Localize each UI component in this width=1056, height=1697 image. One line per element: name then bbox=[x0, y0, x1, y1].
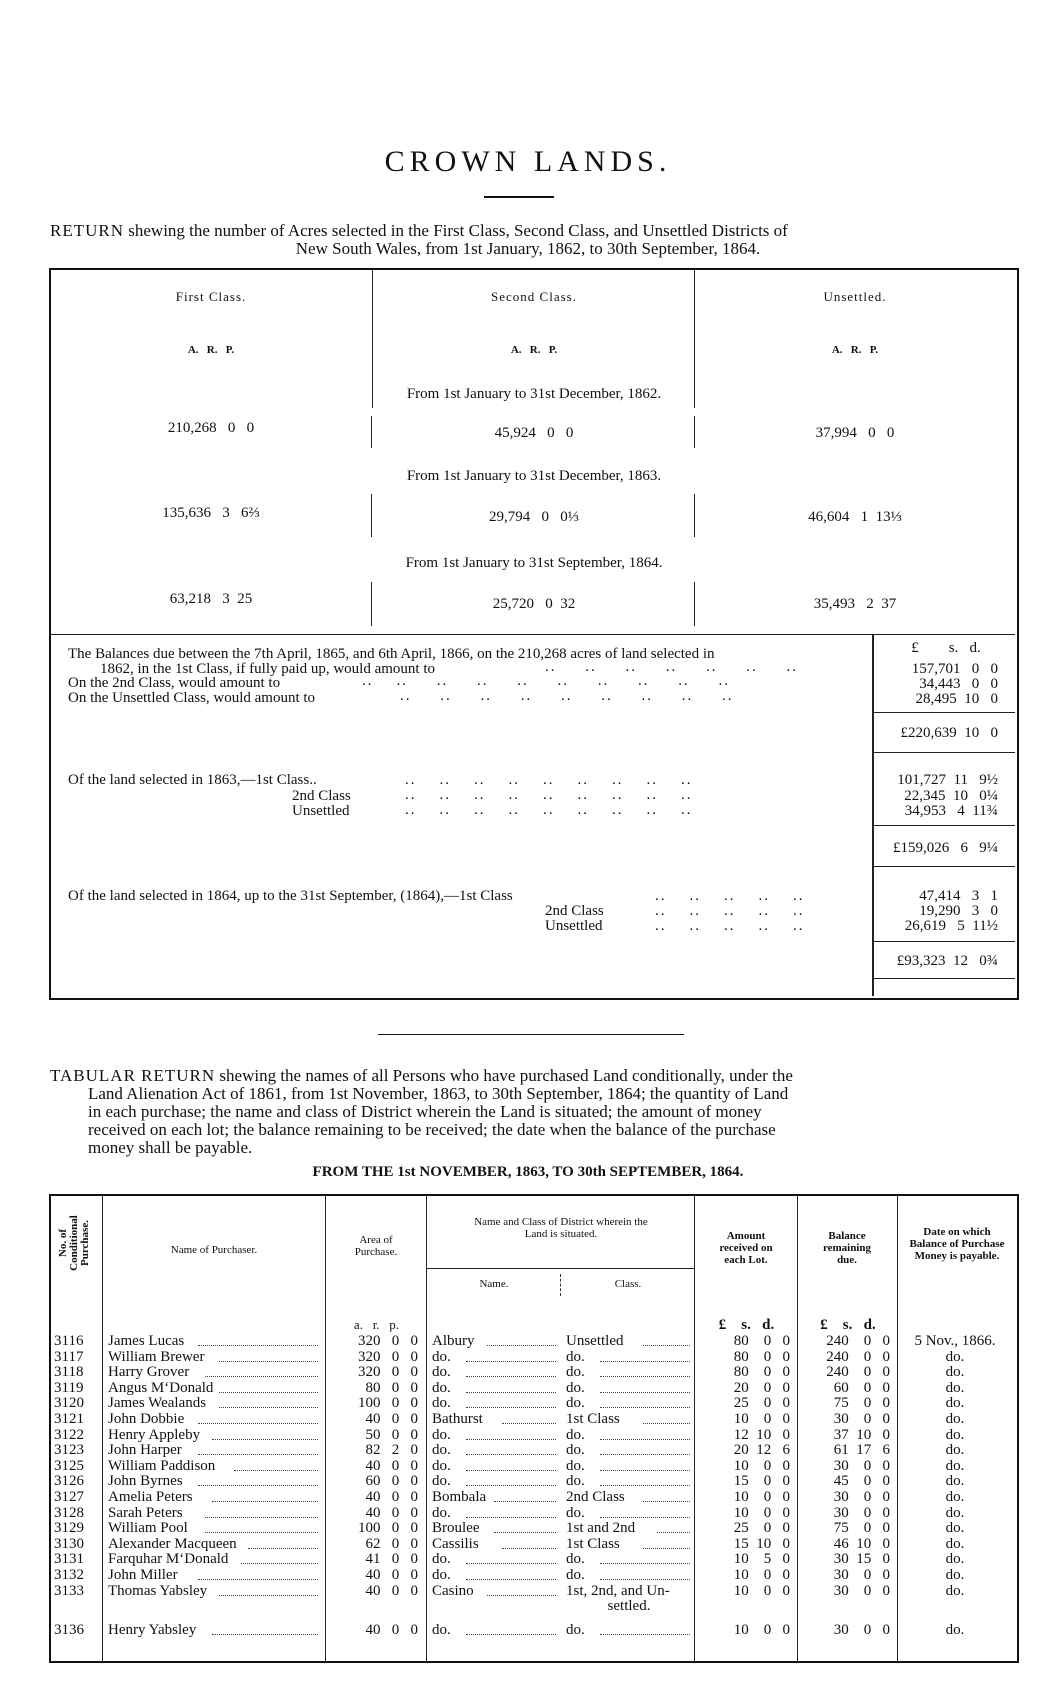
col-header-district-class: Class. bbox=[614, 1278, 642, 1290]
row-district-name: Broulee bbox=[432, 1520, 480, 1537]
balances-intro-2: 1862, in the 1st Class, if fully paid up, would amount to bbox=[100, 661, 435, 677]
row-district-name: Bombala bbox=[432, 1489, 487, 1505]
total-1863: £159,026 6 9¼ bbox=[893, 840, 998, 856]
row-no: 3121 bbox=[54, 1411, 84, 1427]
units-unsettled: A. R. P. bbox=[831, 344, 879, 356]
tabular-label: TABULAR RETURN bbox=[50, 1066, 216, 1085]
return-label: RETURN bbox=[50, 221, 124, 240]
row-area: 50 0 0 bbox=[365, 1426, 418, 1443]
row-name: William Brewer bbox=[108, 1348, 205, 1365]
leader-dots bbox=[466, 1352, 556, 1362]
leader-dots bbox=[487, 1586, 556, 1596]
leader-dots bbox=[466, 1554, 556, 1564]
row-area: 320 0 0 bbox=[358, 1364, 418, 1381]
label-1864-second: 2nd Class bbox=[545, 903, 604, 919]
leader-dots bbox=[466, 1445, 556, 1455]
row-balance: 30 0 0 bbox=[833, 1457, 890, 1474]
row-date: do. bbox=[945, 1621, 965, 1638]
row-no: 3122 bbox=[54, 1426, 84, 1443]
subtotal-rule bbox=[874, 712, 1015, 713]
label-1863-second: 2nd Class bbox=[292, 788, 351, 804]
row-name: James Lucas bbox=[108, 1333, 185, 1349]
row-amount: 80 0 0 bbox=[733, 1348, 790, 1365]
row-date: 5 Nov., 1866. bbox=[914, 1333, 996, 1349]
row-district-name: do. bbox=[432, 1504, 451, 1521]
leader-dots bbox=[643, 1492, 690, 1502]
leader-dots: .. .. .. .. .. .. .. .. .. bbox=[405, 802, 693, 818]
label-1863-first: Of the land selected in 1863,—1st Class.. bbox=[68, 772, 317, 788]
row-amount: 25 0 0 bbox=[733, 1520, 790, 1537]
return-intro-line2: New South Wales, from 1st January, 1862, to 30th September, 1864. bbox=[295, 239, 761, 258]
row-date: do. bbox=[945, 1567, 965, 1583]
balances-uns: On the Unsettled Class, would amount to bbox=[68, 690, 316, 706]
row-name: Sarah Peters bbox=[108, 1504, 183, 1521]
row-district-name: do. bbox=[432, 1442, 451, 1459]
row-balance: 30 0 0 bbox=[833, 1411, 890, 1427]
row-no: 3116 bbox=[54, 1333, 84, 1349]
row-area: 41 0 0 bbox=[365, 1551, 418, 1568]
col-header-date: Date on which Balance of Purchase Money is payable. bbox=[909, 1226, 1005, 1262]
row-date: do. bbox=[945, 1395, 965, 1412]
leader-dots bbox=[234, 1461, 318, 1471]
row-date: do. bbox=[945, 1489, 965, 1505]
row-district-class: do. bbox=[566, 1442, 585, 1459]
row-no: 3125 bbox=[54, 1457, 84, 1474]
period-1864-label: From 1st January to 31st September, 1864. bbox=[405, 555, 663, 571]
row-district-class: Unsettled bbox=[566, 1333, 624, 1349]
row-area: 80 0 0 bbox=[365, 1379, 418, 1396]
row-balance: 75 0 0 bbox=[833, 1395, 890, 1412]
return-intro-line1 bbox=[50, 222, 1020, 240]
leader-dots bbox=[643, 1414, 690, 1424]
row-district-class: 1st, 2nd, and Un- bbox=[566, 1582, 670, 1599]
tabular-from-line: FROM THE 1st NOVEMBER, 1863, TO 30th SEPTEMBER, 1864. bbox=[312, 1164, 744, 1180]
col-header-name: Name of Purchaser. bbox=[170, 1244, 258, 1256]
leader-dots: .. .. .. .. .. .. .. .. .. .. bbox=[362, 673, 730, 689]
leader-dots bbox=[205, 1367, 318, 1377]
row-date: do. bbox=[945, 1535, 965, 1552]
leader-dots bbox=[494, 1523, 556, 1533]
row-area: 40 0 0 bbox=[365, 1411, 418, 1427]
leader-dots bbox=[600, 1383, 690, 1393]
row-no: 3130 bbox=[54, 1535, 84, 1552]
leader-dots bbox=[198, 1414, 318, 1424]
row-balance: 60 0 0 bbox=[833, 1379, 890, 1396]
row-district-name: do. bbox=[432, 1457, 451, 1474]
row-district-class: do. bbox=[566, 1504, 585, 1521]
row-amount: 10 0 0 bbox=[733, 1489, 790, 1505]
row-district-class: do. bbox=[566, 1551, 585, 1568]
row-balance: 240 0 0 bbox=[826, 1333, 890, 1349]
row-area: 40 0 0 bbox=[365, 1567, 418, 1583]
row-district-name: do. bbox=[432, 1395, 451, 1412]
leader-dots bbox=[205, 1523, 318, 1533]
leader-dots bbox=[600, 1554, 690, 1564]
row-balance: 240 0 0 bbox=[826, 1348, 890, 1365]
leader-dots: .. .. .. .. .. bbox=[655, 918, 805, 934]
subtotal-rule bbox=[874, 978, 1015, 979]
row-name: Alexander Macqueen bbox=[108, 1535, 237, 1552]
row-no: 3133 bbox=[54, 1582, 84, 1599]
col-header-area: Area of Purchase. bbox=[354, 1234, 398, 1258]
row-date: do. bbox=[945, 1348, 965, 1365]
leader-dots bbox=[600, 1430, 690, 1440]
row-name: Amelia Peters bbox=[108, 1489, 193, 1505]
divider-c1 bbox=[371, 582, 372, 626]
leader-dots bbox=[198, 1445, 318, 1455]
row-area: 320 0 0 bbox=[358, 1333, 418, 1349]
v1864-first: 47,414 3 1 bbox=[919, 888, 998, 904]
row-date: do. bbox=[945, 1379, 965, 1396]
row-date: do. bbox=[945, 1364, 965, 1381]
row-date: do. bbox=[945, 1504, 965, 1521]
leader-dots: .. .. .. .. .. .. .. .. .. bbox=[405, 787, 693, 803]
leader-dots bbox=[600, 1508, 690, 1518]
leader-dots bbox=[212, 1492, 318, 1502]
period-1864-second: 25,720 0 32 bbox=[492, 596, 576, 612]
row-date: do. bbox=[945, 1442, 965, 1459]
period-1863-second: 29,794 0 0⅓ bbox=[489, 509, 579, 525]
row-balance: 46 10 0 bbox=[833, 1535, 890, 1552]
row-district-class: do. bbox=[566, 1621, 585, 1638]
row-district-class: 2nd Class bbox=[566, 1489, 625, 1505]
subtotal-rule bbox=[874, 825, 1015, 826]
row-balance: 240 0 0 bbox=[826, 1364, 890, 1381]
title-rule bbox=[484, 196, 554, 198]
row-amount: 20 12 6 bbox=[733, 1442, 790, 1459]
leader-dots bbox=[502, 1539, 556, 1549]
row-district-class-cont: settled. bbox=[607, 1598, 651, 1615]
row-district-name: do. bbox=[432, 1426, 451, 1443]
leader-dots bbox=[466, 1570, 556, 1580]
leader-dots bbox=[502, 1414, 556, 1424]
row-name: Farquhar M‘Donald bbox=[108, 1551, 229, 1568]
row-area: 40 0 0 bbox=[365, 1457, 418, 1474]
col-header-district-name: Name. bbox=[479, 1278, 509, 1290]
row-area: 40 0 0 bbox=[365, 1582, 418, 1599]
period-1864-first: 63,218 3 25 bbox=[169, 591, 253, 607]
leader-dots bbox=[198, 1570, 318, 1580]
row-area: 60 0 0 bbox=[365, 1473, 418, 1490]
row-district-class: do. bbox=[566, 1567, 585, 1583]
row-area: 320 0 0 bbox=[358, 1348, 418, 1365]
v1863-first: 101,727 11 9½ bbox=[897, 772, 998, 788]
row-balance: 30 0 0 bbox=[833, 1582, 890, 1599]
row-no: 3131 bbox=[54, 1551, 84, 1568]
divider-b2 bbox=[694, 494, 695, 537]
currency-header: £ s. d. bbox=[911, 640, 981, 656]
leader-dots bbox=[466, 1625, 556, 1635]
row-name: Angus M‘Donald bbox=[108, 1379, 214, 1396]
row-date: do. bbox=[945, 1457, 965, 1474]
leader-dots bbox=[600, 1367, 690, 1377]
col-rule bbox=[325, 1196, 326, 1661]
row-amount: 10 0 0 bbox=[733, 1621, 790, 1638]
page-title: CROWN LANDS. bbox=[384, 145, 672, 178]
leader-dots bbox=[219, 1586, 318, 1596]
row-no: 3127 bbox=[54, 1489, 84, 1505]
row-area: 40 0 0 bbox=[365, 1504, 418, 1521]
row-balance: 37 10 0 bbox=[833, 1426, 890, 1443]
col-divider-1 bbox=[372, 270, 373, 408]
v1863-unsettled: 34,953 4 11¾ bbox=[904, 803, 998, 819]
row-amount: 80 0 0 bbox=[733, 1364, 790, 1381]
balances-top-rule bbox=[51, 634, 1015, 635]
row-date: do. bbox=[945, 1411, 965, 1427]
row-date: do. bbox=[945, 1426, 965, 1443]
row-amount: 10 0 0 bbox=[733, 1567, 790, 1583]
period-1862-second: 45,924 0 0 bbox=[494, 425, 574, 441]
row-name: John Miller bbox=[108, 1567, 178, 1583]
row-amount: 10 0 0 bbox=[733, 1504, 790, 1521]
leader-dots bbox=[600, 1445, 690, 1455]
header-second-class: Second Class. bbox=[491, 289, 577, 304]
row-name: James Wealands bbox=[108, 1395, 207, 1412]
row-balance: 45 0 0 bbox=[833, 1473, 890, 1490]
row-name: John Byrnes bbox=[108, 1473, 183, 1490]
v1864-second: 19,290 3 0 bbox=[919, 903, 998, 919]
row-area: 82 2 0 bbox=[365, 1442, 418, 1459]
divider-b1 bbox=[371, 494, 372, 537]
row-no: 3129 bbox=[54, 1520, 84, 1537]
row-balance: 75 0 0 bbox=[833, 1520, 890, 1537]
leader-dots bbox=[219, 1383, 318, 1393]
row-balance: 61 17 6 bbox=[833, 1442, 890, 1459]
row-amount: 10 0 0 bbox=[733, 1582, 790, 1599]
col-rule bbox=[897, 1196, 898, 1661]
col-header-district: Name and Class of District wherein the Land is situated. bbox=[474, 1216, 648, 1240]
period-1862-label: From 1st January to 31st December, 1862. bbox=[406, 386, 662, 402]
v1862-second: 34,443 0 0 bbox=[919, 676, 998, 692]
row-amount: 10 5 0 bbox=[733, 1551, 790, 1568]
leader-dots bbox=[205, 1508, 318, 1518]
v1862-unsettled: 28,495 10 0 bbox=[915, 691, 998, 707]
row-district-name: Albury bbox=[432, 1333, 475, 1349]
row-balance: 30 0 0 bbox=[833, 1567, 890, 1583]
row-amount: 10 0 0 bbox=[733, 1411, 790, 1427]
section-separator bbox=[378, 1034, 684, 1035]
row-district-class: do. bbox=[566, 1395, 585, 1412]
units-area: a. r. p. bbox=[353, 1317, 400, 1332]
row-district-name: do. bbox=[432, 1567, 451, 1583]
row-amount: 15 0 0 bbox=[733, 1473, 790, 1490]
col-header-balance: Balance remaining due. bbox=[822, 1230, 872, 1266]
row-area: 100 0 0 bbox=[358, 1395, 418, 1412]
row-no: 3117 bbox=[54, 1348, 84, 1365]
row-amount: 20 0 0 bbox=[733, 1379, 790, 1396]
v1863-second: 22,345 10 0¼ bbox=[904, 788, 998, 804]
row-amount: 10 0 0 bbox=[733, 1457, 790, 1474]
row-district-name: do. bbox=[432, 1621, 451, 1638]
leader-dots bbox=[466, 1430, 556, 1440]
leader-dots: .. .. .. .. .. .. .. bbox=[545, 659, 798, 675]
divider-a1 bbox=[371, 416, 372, 448]
leader-dots bbox=[212, 1430, 318, 1440]
label-1863-unsettled: Unsettled bbox=[292, 803, 350, 819]
period-1863-first: 135,636 3 6⅔ bbox=[162, 505, 260, 521]
row-district-class: 1st Class bbox=[566, 1535, 620, 1552]
row-district-name: do. bbox=[432, 1551, 451, 1568]
leader-dots bbox=[600, 1570, 690, 1580]
period-1864-unsettled: 35,493 2 37 bbox=[813, 596, 897, 612]
col-rule bbox=[797, 1196, 798, 1661]
leader-dots bbox=[494, 1492, 556, 1502]
district-subheader-rule bbox=[426, 1268, 694, 1269]
leader-dots bbox=[487, 1336, 556, 1346]
v1862-first: 157,701 0 0 bbox=[911, 661, 998, 677]
leader-dots bbox=[198, 1336, 318, 1346]
row-name: Thomas Yabsley bbox=[108, 1582, 208, 1599]
leader-dots bbox=[466, 1398, 556, 1408]
row-no: 3128 bbox=[54, 1504, 84, 1521]
leader-dots: .. .. .. .. .. bbox=[655, 903, 805, 919]
row-amount: 80 0 0 bbox=[733, 1333, 790, 1349]
row-area: 40 0 0 bbox=[365, 1621, 418, 1638]
tabular-intro-line2: Land Alienation Act of 1861, from 1st November, 1863, to 30th September, 1864; the quantity of Land bbox=[88, 1084, 789, 1103]
total-1862: £220,639 10 0 bbox=[900, 725, 998, 741]
col-rule bbox=[694, 1196, 695, 1661]
row-district-name: do. bbox=[432, 1473, 451, 1490]
units-first: A. R. P. bbox=[187, 344, 235, 356]
leader-dots bbox=[643, 1539, 690, 1549]
divider-a2 bbox=[694, 416, 695, 448]
divider-c2 bbox=[694, 582, 695, 626]
row-district-class: 1st Class bbox=[566, 1411, 620, 1427]
row-name: Harry Grover bbox=[108, 1364, 190, 1381]
row-no: 3136 bbox=[54, 1621, 84, 1638]
total-1864: £93,323 12 0¾ bbox=[896, 953, 998, 969]
col-rule bbox=[102, 1196, 103, 1661]
leader-dots bbox=[219, 1398, 318, 1408]
leader-dots: .. .. .. .. .. bbox=[655, 888, 805, 904]
row-amount: 15 10 0 bbox=[733, 1535, 790, 1552]
row-date: do. bbox=[945, 1551, 965, 1568]
row-area: 100 0 0 bbox=[358, 1520, 418, 1537]
balances-intro-1: The Balances due between the 7th April, 1865, and 6th April, 1866, on the 210,268 acres of land selected in bbox=[68, 646, 715, 662]
row-district-class: do. bbox=[566, 1364, 585, 1381]
row-area: 62 0 0 bbox=[365, 1535, 418, 1552]
row-name: Henry Appleby bbox=[108, 1426, 201, 1443]
header-unsettled: Unsettled. bbox=[823, 289, 887, 304]
row-name: William Pool bbox=[108, 1520, 188, 1537]
period-1863-label: From 1st January to 31st December, 1863. bbox=[406, 468, 662, 484]
row-no: 3126 bbox=[54, 1473, 84, 1490]
row-no: 3119 bbox=[54, 1379, 84, 1396]
tabular-intro-line4: received on each lot; the balance remaining to be received; the date when the balance of the purchase bbox=[88, 1120, 776, 1139]
col-header-amount: Amount received on each Lot. bbox=[719, 1230, 773, 1266]
row-district-class: do. bbox=[566, 1457, 585, 1474]
row-amount: 12 10 0 bbox=[733, 1426, 790, 1443]
row-balance: 30 0 0 bbox=[833, 1504, 890, 1521]
row-district-name: Bathurst bbox=[432, 1411, 483, 1427]
row-name: William Paddison bbox=[108, 1457, 216, 1474]
row-date: do. bbox=[945, 1473, 965, 1490]
row-district-name: Cassilis bbox=[432, 1535, 479, 1552]
leader-dots: .. .. .. .. .. .. .. .. .. bbox=[400, 688, 734, 704]
leader-dots bbox=[219, 1352, 318, 1362]
row-district-class: do. bbox=[566, 1473, 585, 1490]
row-no: 3120 bbox=[54, 1395, 84, 1412]
row-no: 3132 bbox=[54, 1567, 84, 1583]
row-area: 40 0 0 bbox=[365, 1489, 418, 1505]
row-district-class: do. bbox=[566, 1426, 585, 1443]
row-district-name: do. bbox=[432, 1364, 451, 1381]
leader-dots bbox=[657, 1523, 690, 1533]
row-name: John Harper bbox=[108, 1442, 182, 1459]
leader-dots bbox=[600, 1352, 690, 1362]
tabular-intro-line5: money shall be payable. bbox=[88, 1138, 253, 1157]
leader-dots bbox=[466, 1461, 556, 1471]
row-district-class: 1st and 2nd bbox=[566, 1520, 636, 1537]
row-date: do. bbox=[945, 1582, 965, 1599]
leader-dots bbox=[466, 1476, 556, 1486]
leader-dots bbox=[466, 1383, 556, 1393]
row-district-name: do. bbox=[432, 1379, 451, 1396]
leader-dots bbox=[643, 1336, 690, 1346]
label-1864-first: Of the land selected in 1864, up to the 31st September, (1864),—1st Class bbox=[68, 888, 513, 904]
col-rule bbox=[426, 1196, 427, 1661]
row-name: Henry Yabsley bbox=[108, 1621, 197, 1638]
leader-dots bbox=[241, 1554, 318, 1564]
tabular-text-1: shewing the names of all Persons who have purchased Land conditionally, under the bbox=[219, 1066, 793, 1085]
units-second: A. R. P. bbox=[510, 344, 558, 356]
row-date: do. bbox=[945, 1520, 965, 1537]
row-district-class: do. bbox=[566, 1348, 585, 1365]
label-1864-unsettled: Unsettled bbox=[545, 918, 603, 934]
period-1862-unsettled: 37,994 0 0 bbox=[815, 425, 895, 441]
leader-dots bbox=[198, 1476, 318, 1486]
leader-dots bbox=[600, 1461, 690, 1471]
tabular-intro-line3: in each purchase; the name and class of District wherein the Land is situated; the amount of money bbox=[88, 1102, 762, 1121]
subtotal-rule bbox=[874, 941, 1015, 942]
row-balance: 30 0 0 bbox=[833, 1621, 890, 1638]
row-balance: 30 15 0 bbox=[833, 1551, 890, 1568]
leader-dots bbox=[212, 1625, 318, 1635]
row-no: 3118 bbox=[54, 1364, 84, 1381]
tabular-intro-line1 bbox=[50, 1067, 1020, 1085]
period-1862-first: 210,268 0 0 bbox=[167, 420, 255, 436]
v1864-unsettled: 26,619 5 11½ bbox=[904, 918, 998, 934]
col-divider-2 bbox=[694, 270, 695, 408]
balances-2nd: On the 2nd Class, would amount to bbox=[68, 675, 281, 691]
units-amount: £ s. d. bbox=[718, 1317, 775, 1333]
leader-dots bbox=[600, 1476, 690, 1486]
col-header-no: No. of Conditional Purchase. bbox=[57, 1215, 91, 1271]
subtotal-rule bbox=[874, 752, 1015, 753]
units-balance: £ s. d. bbox=[820, 1317, 876, 1333]
row-district-name: Casino bbox=[432, 1582, 474, 1599]
leader-dots: .. .. .. .. .. .. .. .. .. bbox=[405, 772, 693, 788]
row-name: John Dobbie bbox=[108, 1411, 185, 1427]
leader-dots bbox=[600, 1398, 690, 1408]
header-first-class: First Class. bbox=[175, 289, 247, 304]
leader-dots bbox=[600, 1625, 690, 1635]
leader-dots bbox=[248, 1539, 318, 1549]
row-district-class: do. bbox=[566, 1379, 585, 1396]
row-balance: 30 0 0 bbox=[833, 1489, 890, 1505]
row-no: 3123 bbox=[54, 1442, 84, 1459]
subtotal-rule bbox=[874, 866, 1015, 867]
row-amount: 25 0 0 bbox=[733, 1395, 790, 1412]
leader-dots bbox=[466, 1367, 556, 1377]
return-text-1: shewing the number of Acres selected in the First Class, Second Class, and Unsettled Districts of bbox=[128, 221, 788, 240]
row-district-name: do. bbox=[432, 1348, 451, 1365]
period-1863-unsettled: 46,604 1 13⅓ bbox=[808, 509, 902, 525]
leader-dots bbox=[466, 1508, 556, 1518]
